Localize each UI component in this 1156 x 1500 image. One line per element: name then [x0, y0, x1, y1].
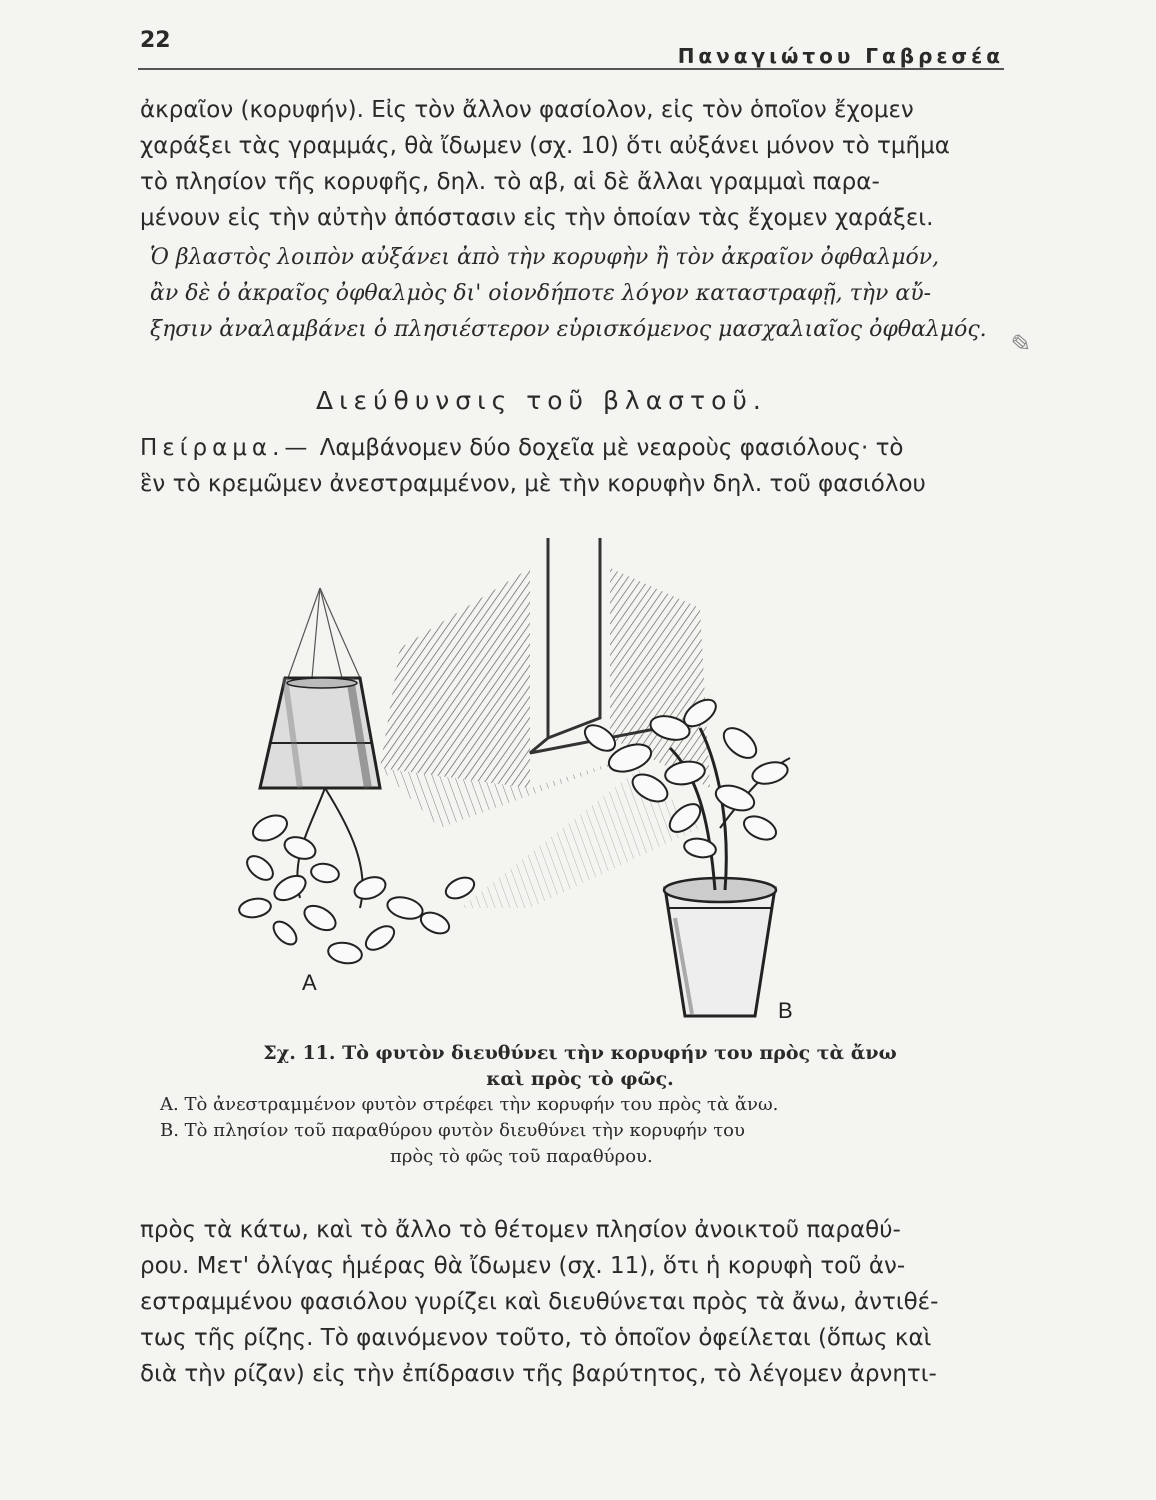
- hanging-strings: [288, 588, 360, 678]
- figure-caption: [150, 1040, 1010, 1170]
- text-line: [140, 430, 1000, 466]
- caption-item-b-continued: πρὸς τὸ φῶς τοῦ παραθύρου.: [390, 1146, 653, 1167]
- text-line: εστραμμένου φασιόλου γυρίζει καὶ διευθύνεται πρὸς τὰ ἄνω, ἀντιθέ-: [140, 1289, 939, 1315]
- text-line: χαράξει τὰς γραμμάς, θὰ ἴδωμεν (σχ. 10) ὅτι αὐξάνει μόνον τὸ τμῆμα: [140, 133, 950, 159]
- figure-illustration: [230, 528, 880, 1027]
- text-line: διὰ τὴν ρίζαν) εἰς τὴν ἐπίδρασιν τῆς βαρύτητος, τὸ λέγομεν ἀρνητι-: [140, 1361, 937, 1387]
- caption-title-line: Σχ. 11. Τὸ φυτὸν διευθύνει τὴν κορυφήν του πρὸς τὰ ἄνω: [263, 1042, 897, 1064]
- text-line: μένουν εἰς τὴν αὐτὴν ἀπόστασιν εἰς τὴν ὁποίαν τὰς ἔχομεν χαράξει.: [140, 205, 934, 231]
- italic-paragraph: [150, 240, 1010, 348]
- running-title: Παναγιώτου Γαβρεσέα: [677, 44, 1004, 68]
- experiment-paragraph: [140, 430, 1000, 502]
- page-number: 22: [140, 28, 171, 53]
- caption-title-line: καὶ πρὸς τὸ φῶς.: [486, 1068, 674, 1090]
- pot-b: [664, 878, 776, 1016]
- experiment-text: Λαμβάνομεν δύο δοχεῖα μὲ νεαροὺς φασιόλους· τὸ: [312, 435, 904, 461]
- text-line: ρου. Μετ' ὀλίγας ἡμέρας θὰ ἴδωμεν (σχ. 11), ὅτι ἡ κορυφὴ τοῦ ἀν-: [140, 1253, 906, 1279]
- plant-figure-svg: [230, 528, 880, 1023]
- text-line: τὸ πλησίον τῆς κορυφῆς, δηλ. τὸ αβ, αἱ δὲ ἄλλαι γραμμαὶ παρα-: [140, 169, 880, 195]
- text-line: πρὸς τὰ κάτω, καὶ τὸ ἄλλο τὸ θέτομεν πλησίον ἀνοικτοῦ παραθύ-: [140, 1217, 901, 1243]
- experiment-label: Πείραμα.—: [140, 435, 313, 461]
- text-line: ἂν δὲ ὁ ἀκραῖος ὀφθαλμὸς δι' οἱονδήποτε λόγον καταστραφῇ, τὴν αὔ-: [150, 281, 932, 306]
- wall-hatching: [380, 568, 710, 908]
- figure-label-a: A: [302, 970, 317, 995]
- text-line: ἓν τὸ κρεμῶμεν ἀνεστραμμένον, μὲ τὴν κορυφὴν δηλ. τοῦ φασιόλου: [140, 471, 926, 497]
- caption-item-b: B. Τὸ πλησίον τοῦ παραθύρου φυτὸν διευθύνει τὴν κορυφήν του: [160, 1120, 745, 1141]
- text-line: τως τῆς ρίζης. Τὸ φαινόμενον τοῦτο, τὸ ὁποῖον ὀφείλεται (ὅπως καὶ: [140, 1325, 932, 1351]
- caption-item-a: A. Τὸ ἀνεστραμμένον φυτὸν στρέφει τὴν κορυφήν του πρὸς τὰ ἄνω.: [160, 1094, 779, 1115]
- header-rule: [138, 68, 1004, 70]
- intro-paragraph: [140, 92, 1000, 236]
- closing-paragraph: [140, 1212, 1000, 1392]
- text-line: ἀκραῖον (κορυφήν). Εἰς τὸν ἄλλον φασίολον, εἰς τὸν ὁποῖον ἔχομεν: [140, 97, 914, 123]
- section-heading: Διεύθυνσις τοῦ βλαστοῦ.: [316, 386, 767, 415]
- margin-pencil-mark: ✎: [1005, 328, 1033, 362]
- text-line: Ὁ βλαστὸς λοιπὸν αὐξάνει ἀπὸ τὴν κορυφὴν ἢ τὸν ἀκραῖον ὀφθαλμόν,: [150, 245, 940, 270]
- text-line: ξησιν ἀναλαμβάνει ὁ πλησιέστερον εὑρισκόμενος μασχαλιαῖος ὀφθαλμός.: [150, 317, 987, 342]
- figure-label-b: B: [778, 998, 793, 1023]
- hanging-pot-a: [260, 678, 380, 788]
